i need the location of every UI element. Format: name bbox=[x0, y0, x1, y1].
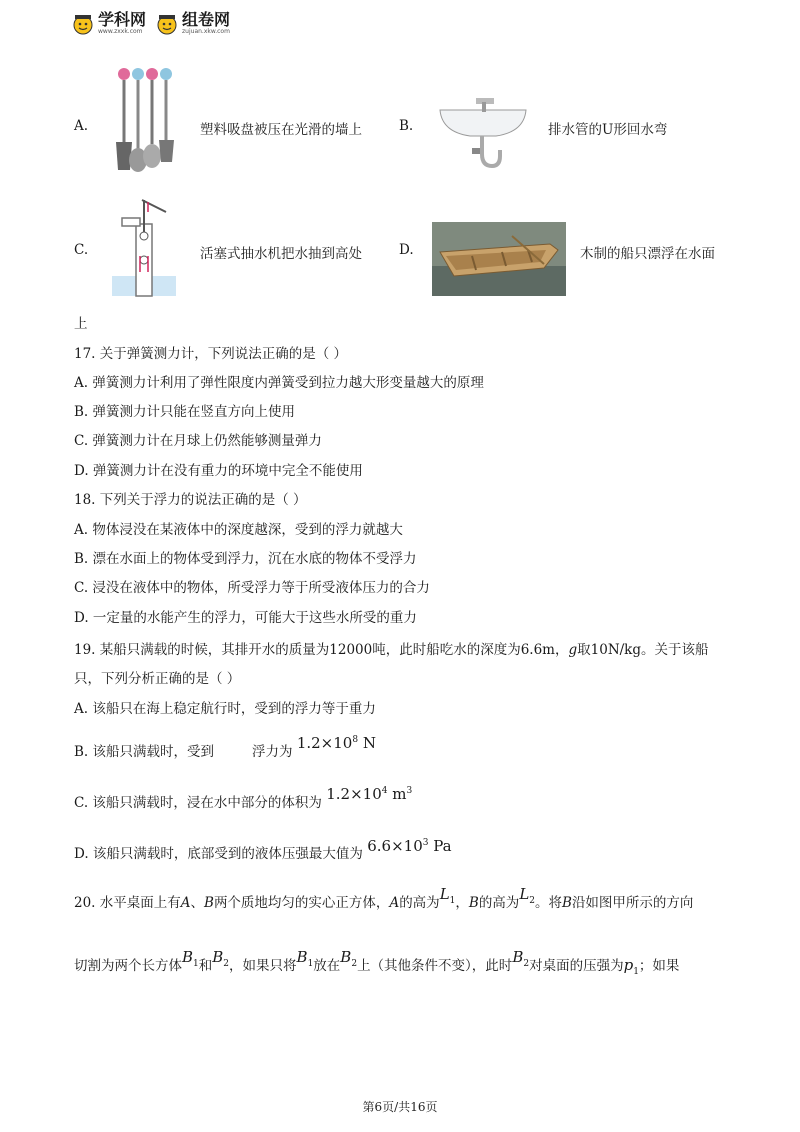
q18-option-c: C. 浸没在液体中的物体，所受浮力等于所受液体压力的合力 bbox=[74, 580, 430, 596]
q17-stem: 17. 关于弹簧测力计，下列说法正确的是（ ） bbox=[74, 346, 348, 362]
option-b-text: 排水管的U形回水弯 bbox=[548, 122, 668, 138]
option-d-letter: D. bbox=[399, 242, 414, 258]
logo2-url: zujuan.xkw.com bbox=[182, 28, 230, 35]
q19-option-d-value: $6.6\times 10^3$ Pa bbox=[367, 837, 452, 855]
q19-option-b-value: $1.2\times 10^8$ N bbox=[296, 734, 376, 752]
sink-utrap-image bbox=[436, 92, 530, 176]
q18-option-d: D. 一定量的水能产生的浮力，可能大于这些水所受的重力 bbox=[74, 610, 417, 626]
q17-option-d: D. 弹簧测力计在没有重力的环境中完全不能使用 bbox=[74, 463, 363, 479]
page-footer: 第6页/共16页 bbox=[362, 1100, 438, 1114]
q16-wrap-text: 上 bbox=[74, 316, 88, 332]
option-a-letter: A. bbox=[74, 118, 89, 134]
q20-line2: 切割为两个长方体$B_1$和$B_2$，如果只将$B_1$放在$B_2$上（其他条件不变），此时$B_2$对桌面的压强为$p_1$；如果 bbox=[74, 948, 680, 977]
q17-option-c: C. 弹簧测力计在月球上仍然能够测量弹力 bbox=[74, 433, 322, 449]
q19-option-c-value: $1.2\times 10^4$ $m^3$ bbox=[326, 785, 413, 803]
q17-option-b: B. 弹簧测力计只能在竖直方向上使用 bbox=[74, 404, 296, 420]
q19-stem-line2: 只，下列分析正确的是（ ） bbox=[74, 671, 241, 687]
option-c-text: 活塞式抽水机把水抽到高处 bbox=[200, 246, 362, 262]
smiley-logo-icon bbox=[72, 13, 94, 35]
q19-option-c: C. 该船只满载时，浸在水中部分的体积为 $1.2\times 10^4$ $m^3$ bbox=[74, 785, 413, 811]
q19-option-d: D. 该船只满载时，底部受到的液体压强最大值为 $6.6\times 10^3$ Pa bbox=[74, 837, 452, 862]
q19-stem-line1: 19. 某船只满载的时候，其排开水的质量为12000吨，此时船吃水的深度为6.6m，g取10N/kg。关于该船 bbox=[74, 642, 709, 658]
logo1-name: 学科网 bbox=[98, 10, 147, 29]
smiley-logo-icon bbox=[156, 13, 178, 35]
q18-option-a: A. 物体浸没在某液体中的深度越深，受到的浮力就越大 bbox=[74, 522, 403, 538]
q20-line1: 20. 水平桌面上有A、B两个质地均匀的实心正方体，A的高为$L_1$，B的高为$L_2$。将B沿如图甲所示的方向 bbox=[74, 885, 694, 911]
header-logos bbox=[72, 12, 230, 36]
q19-option-a: A. 该船只在海上稳定航行时，受到的浮力等于重力 bbox=[74, 701, 376, 717]
q18-option-b: B. 漂在水面上的物体受到浮力，沉在水底的物体不受浮力 bbox=[74, 551, 417, 567]
logo-zujuan bbox=[156, 12, 230, 36]
utensils-image bbox=[106, 62, 186, 178]
q19-option-b: B. 该船只满载时，受到 浮力为 $1.2\times 10^8$ N bbox=[74, 734, 376, 760]
option-c-letter: C. bbox=[74, 242, 89, 258]
option-d-text: 木制的船只漂浮在水面 bbox=[580, 246, 715, 262]
q17-option-a: A. 弹簧测力计利用了弹性限度内弹簧受到拉力越大形变量越大的原理 bbox=[74, 375, 484, 391]
q18-stem: 18. 下列关于浮力的说法正确的是（ ） bbox=[74, 492, 307, 508]
option-a-text: 塑料吸盘被压在光滑的墙上 bbox=[200, 122, 362, 138]
piston-pump-image bbox=[112, 196, 176, 298]
logo-zxxk bbox=[72, 12, 146, 36]
wooden-boat-image bbox=[432, 222, 566, 296]
logo2-name: 组卷网 bbox=[182, 10, 231, 29]
option-b-letter: B. bbox=[399, 118, 414, 134]
logo1-url: www.zxxk.com bbox=[98, 28, 143, 35]
